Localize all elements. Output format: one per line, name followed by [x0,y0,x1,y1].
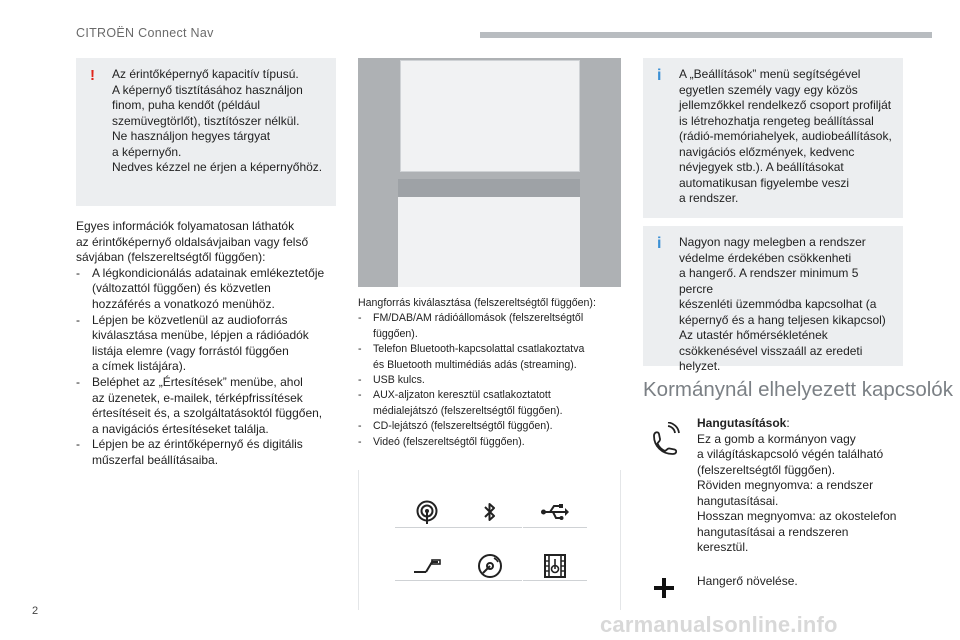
left-body [76,219,344,469]
voice-command-text: Ez a gomb a kormányon vagy a világításkapcsoló végén található (felszereltségtől függően). Röviden megnyomva: a rendszer hangutasításai. Hosszan megnyomva: az okostelefon hangutasításai a rendszeren keresztül. [697,431,897,554]
icon-underline [395,527,459,528]
warning-note-text: Az érintőképernyő kapacitív típusú. A képernyő tisztításához használjon finom, puha kendőt (például szemüvegtörlőt), tisztítószer nélkül. Ne használjon hegyes tárgyat a képernyőn. Nedves kézzel ne érjen a képernyőhöz. [112,67,323,174]
bluetooth-icon [470,494,510,530]
icon-underline [458,580,522,581]
header-title: CITROËN Connect Nav [76,26,214,40]
sources-text [358,296,628,450]
screen-illustration-bar [398,179,580,197]
intro-paragraph: Egyes információk folyamatosan láthatók az érintőképernyő oldalsávjaiban vagy felső sávjában (felszereltségtől függően): [76,219,309,265]
section-title: Kormánynál elhelyezett kapcsolók [643,378,953,401]
icon-underline [523,527,587,528]
plus-icon [654,578,674,603]
icon-underline [395,580,459,581]
header-bar [480,32,932,38]
cd-icon [470,548,510,584]
voice-command-description: Hangutasítások: Ez a gomb a kormányon vagy a világításkapcsoló végén található (felszereltségtől függően). Röviden megnyomva: a rendszer hangutasításai. Hosszan megnyomva: az okostelefon hangutasításai a rendszeren keresztül. [697,416,897,554]
info-note-heat [643,226,903,373]
source-icons-panel [358,470,621,610]
list-item: - USB kulcs. [358,374,425,387]
usb-icon [535,494,575,530]
list-item: - AUX-aljzaton keresztül csatlakoztatott médialejátszó (felszereltségtől függően). [358,389,563,417]
voice-command-icon [646,422,682,461]
warning-icon: ! [90,67,95,84]
info-note-heat-text: Nagyon nagy melegben a rendszer védelme érdekében csökkenheti a hangerő. A rendszer minimum 5 percre készenléti üzemmódba kapcsolhat (a képernyő és a hang teljesen kikapcsol) Az utastér hőmérsékletének csökkenésével visszaáll az eredeti helyzet. [679,235,886,373]
list-item: - FM/DAB/AM rádióállomások (felszereltségtől függően). [358,312,584,340]
list-item: - Beléphet az „Értesítések” menübe, ahol az üzenetek, e-mailek, térképfrissítések értesítéseit és, a szolgáltatásoktól függően, a navigációs értesítéseket találja. [76,374,323,436]
info-note-profiles-text: A „Beállítások” menü segítségével egyetlen személy vagy egy közös jellemzőkkel rendelkező csoport profilját is létrehozhatja rengeteg beállítással (rádió-memóriahelyek, audiobeállítások, navigációs előzmények, kedvenc névjegyek stb.). A beállításokat automatikusan figyelembe veszi a rendszer. [679,67,892,205]
voice-command-label: Hangutasítások [697,416,787,430]
info-icon: i [657,235,662,252]
aux-jack-icon [407,548,447,584]
list-item: - CD-lejátszó (felszereltségtől függően). [358,420,553,433]
list-item: - Telefon Bluetooth-kapcsolattal csatlakoztatva és Bluetooth multimédiás adás (streaming). [358,343,585,371]
video-icon [535,548,575,584]
sources-title: Hangforrás kiválasztása (felszereltségtől függően): [358,297,596,309]
list-item: - A légkondicionálás adatainak emlékeztetője (változattól függően) és közvetlen hozzáférés a vonatkozó menühöz. [76,265,325,311]
icon-underline [523,580,587,581]
info-note-profiles [643,58,903,218]
icon-underline [458,527,522,528]
page-number: 2 [32,605,39,617]
warning-note [76,58,336,206]
watermark: carmanualsonline.info [600,612,838,637]
screen-illustration-bottom [398,179,580,287]
list-item: - Videó (felszereltségtől függően). [358,435,525,448]
radio-icon [407,494,447,530]
info-icon: i [657,67,662,84]
list-item: - Lépjen be az érintőképernyő és digitális műszerfal beállításaiba. [76,437,303,467]
volume-up-description: Hangerő növelése. [697,574,798,588]
screen-illustration-top [400,60,580,172]
list-item: - Lépjen be közvetlenül az audioforrás kiválasztása menübe, lépjen a rádióadók listája elemre (vagy forrástól függően a címek listájára). [76,312,309,374]
